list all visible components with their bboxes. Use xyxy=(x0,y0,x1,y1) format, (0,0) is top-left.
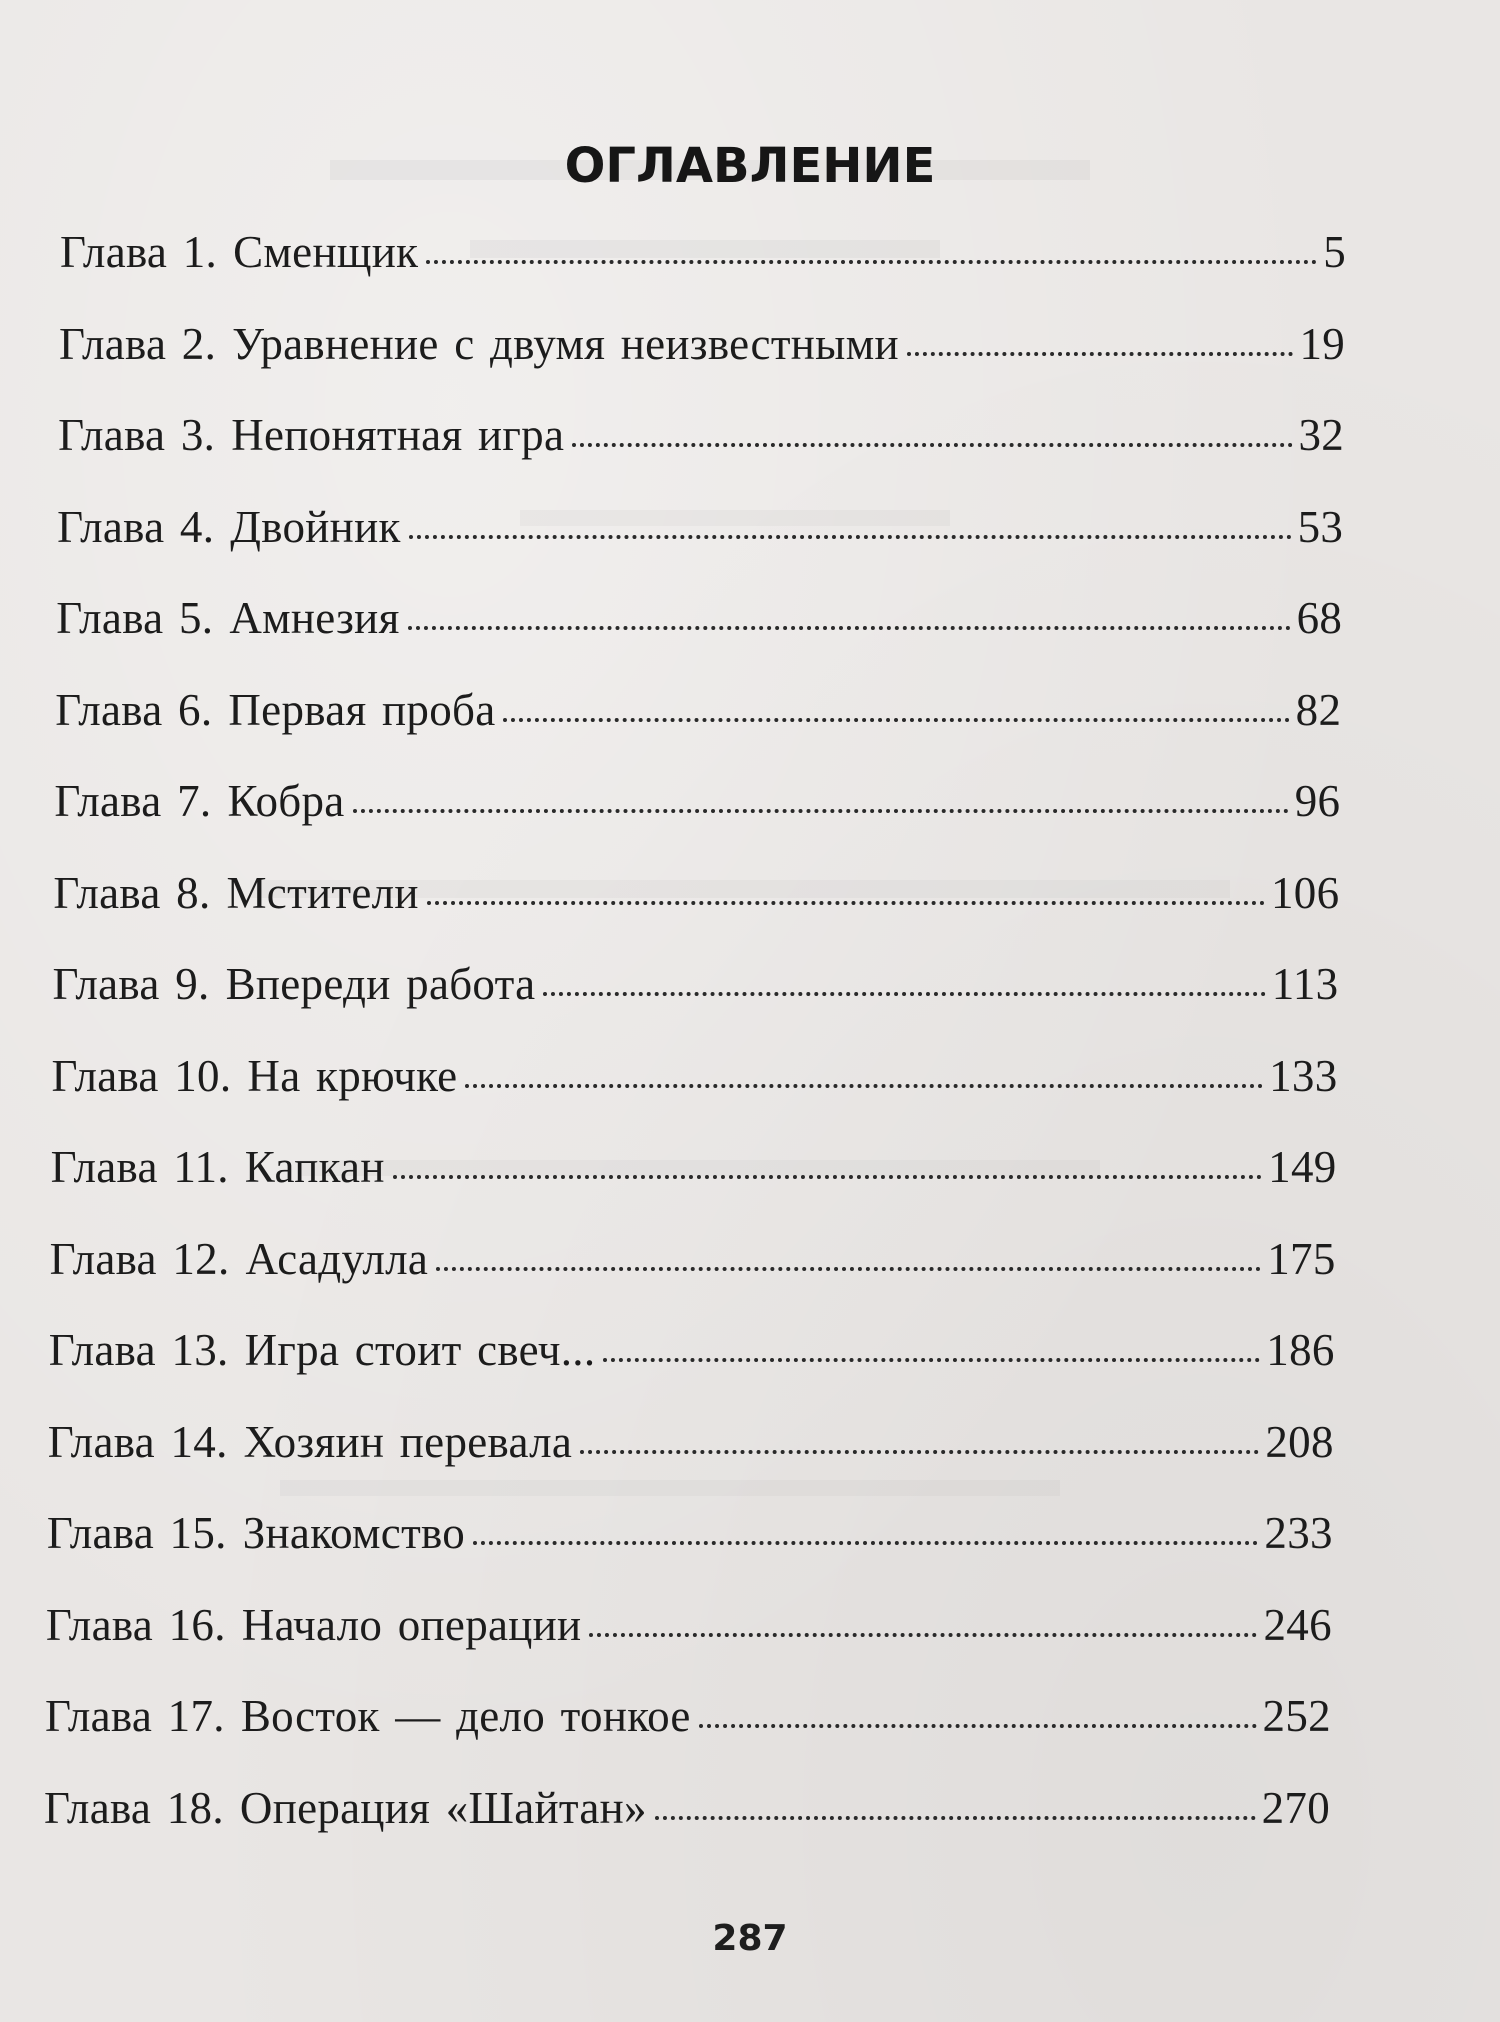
toc-chapter-number: Глава 9. xyxy=(52,959,210,1009)
toc-page-number: 186 xyxy=(1266,1325,1335,1375)
toc-dot-leader xyxy=(580,1450,1259,1454)
toc-page-number: 208 xyxy=(1265,1416,1334,1467)
toc-chapter-title: Уравнение с двумя неизвестными xyxy=(232,318,899,369)
toc-dot-leader xyxy=(436,1267,1261,1271)
toc-chapter-number: Глава 13. xyxy=(48,1325,229,1375)
toc-entry xyxy=(46,1599,1332,1659)
toc-page-number: 246 xyxy=(1263,1599,1332,1650)
toc-chapter-number: Глава 12. xyxy=(49,1233,230,1284)
page-number: 287 xyxy=(712,1918,788,1959)
toc-chapter-number: Глава 16. xyxy=(45,1599,226,1650)
toc-chapter-number: Глава 7. xyxy=(54,776,212,826)
toc-page-number: 106 xyxy=(1271,867,1340,918)
toc-dot-leader xyxy=(473,1541,1258,1545)
toc-chapter-title: Асадулла xyxy=(245,1233,429,1284)
toc-dot-leader xyxy=(907,352,1294,356)
toc-chapter-title: Амнезия xyxy=(229,593,400,643)
toc-chapter-number: Глава 3. xyxy=(58,410,216,460)
toc-chapter-title: Операция «Шайтан» xyxy=(239,1782,647,1833)
toc-chapter-title: Двойник xyxy=(230,501,401,552)
toc-page-number: 149 xyxy=(1268,1142,1337,1192)
toc-chapter-number: Глава 1. xyxy=(60,227,218,277)
toc-chapter-number: Глава 14. xyxy=(47,1416,228,1467)
toc-page-number: 270 xyxy=(1261,1782,1330,1833)
toc-chapter-number: Глава 15. xyxy=(46,1508,227,1558)
toc-chapter-title: Начало операции xyxy=(241,1599,582,1650)
toc-entry xyxy=(52,1050,1338,1110)
toc-chapter-number: Глава 10. xyxy=(51,1050,232,1101)
toc-dot-leader xyxy=(353,809,1289,813)
toc-dot-leader xyxy=(572,443,1292,447)
toc-entry xyxy=(47,1507,1333,1567)
toc-entry xyxy=(50,1233,1336,1293)
toc-dot-leader xyxy=(543,992,1265,996)
toc-dot-leader xyxy=(603,1358,1260,1362)
toc-chapter-title: Впереди работа xyxy=(225,959,536,1009)
toc-chapter-title: На крючке xyxy=(247,1050,458,1101)
toc-chapter-title: Капкан xyxy=(244,1142,385,1192)
toc-dot-leader xyxy=(589,1633,1257,1637)
toc-page-number: 113 xyxy=(1271,959,1339,1009)
toc-entry xyxy=(51,1141,1337,1201)
toc-entry xyxy=(44,1782,1330,1842)
toc-dot-leader xyxy=(426,260,1317,264)
toc-entry xyxy=(55,684,1341,744)
toc-chapter-title: Непонятная игра xyxy=(231,410,565,460)
toc-chapter-title: Игра стоит свеч... xyxy=(244,1325,596,1375)
toc-dot-leader xyxy=(699,1724,1257,1728)
toc-chapter-title: Кобра xyxy=(227,776,345,826)
toc-chapter-number: Глава 5. xyxy=(56,593,214,643)
toc-chapter-number: Глава 11. xyxy=(50,1142,229,1192)
toc-page-number: 53 xyxy=(1297,501,1344,552)
toc-dot-leader xyxy=(408,626,1291,630)
toc-page-number: 82 xyxy=(1295,684,1342,735)
toc-entry xyxy=(58,409,1344,469)
toc-chapter-title: Первая проба xyxy=(228,684,496,735)
toc-dot-leader xyxy=(393,1175,1262,1179)
toc-page-number: 133 xyxy=(1269,1050,1338,1101)
toc-dot-leader xyxy=(427,901,1265,905)
toc-page-number: 32 xyxy=(1298,410,1345,460)
toc-page-number: 175 xyxy=(1267,1233,1336,1284)
toc-chapter-title: Восток — дело тонкое xyxy=(240,1691,691,1741)
toc-entry xyxy=(52,958,1338,1018)
toc-entry xyxy=(54,775,1340,835)
toc-chapter-title: Сменщик xyxy=(233,227,419,277)
toc-chapter-number: Глава 8. xyxy=(53,867,211,918)
toc-entry xyxy=(59,318,1345,378)
toc-entry xyxy=(56,592,1342,652)
toc-entry xyxy=(60,226,1346,286)
toc-page-number: 252 xyxy=(1262,1691,1331,1741)
toc-dot-leader xyxy=(503,718,1289,722)
toc-chapter-title: Знакомство xyxy=(242,1508,466,1558)
toc-page-number: 233 xyxy=(1264,1508,1333,1558)
toc-page-number: 68 xyxy=(1296,593,1343,643)
toc-entry xyxy=(48,1416,1334,1476)
toc-chapter-number: Глава 2. xyxy=(59,318,217,369)
toc-chapter-title: Мстители xyxy=(226,867,419,918)
toc-chapter-number: Глава 4. xyxy=(57,501,215,552)
toc-entry xyxy=(45,1690,1331,1750)
toc-chapter-number: Глава 17. xyxy=(44,1691,225,1741)
toc-dot-leader xyxy=(655,1816,1256,1820)
toc-entry xyxy=(49,1324,1335,1384)
toc-page-number: 5 xyxy=(1323,227,1346,277)
toc-page-number: 19 xyxy=(1299,318,1346,369)
toc-page-number: 96 xyxy=(1294,776,1341,826)
toc-chapter-number: Глава 6. xyxy=(55,684,213,735)
toc-entry xyxy=(57,501,1343,561)
toc-dot-leader xyxy=(465,1084,1263,1088)
toc-dot-leader xyxy=(409,535,1292,539)
toc-entry xyxy=(53,867,1339,927)
page-title: ОГЛАВЛЕНИЕ xyxy=(564,138,936,194)
toc-chapter-number: Глава 18. xyxy=(44,1782,224,1833)
toc-chapter-title: Хозяин перевала xyxy=(243,1416,573,1467)
